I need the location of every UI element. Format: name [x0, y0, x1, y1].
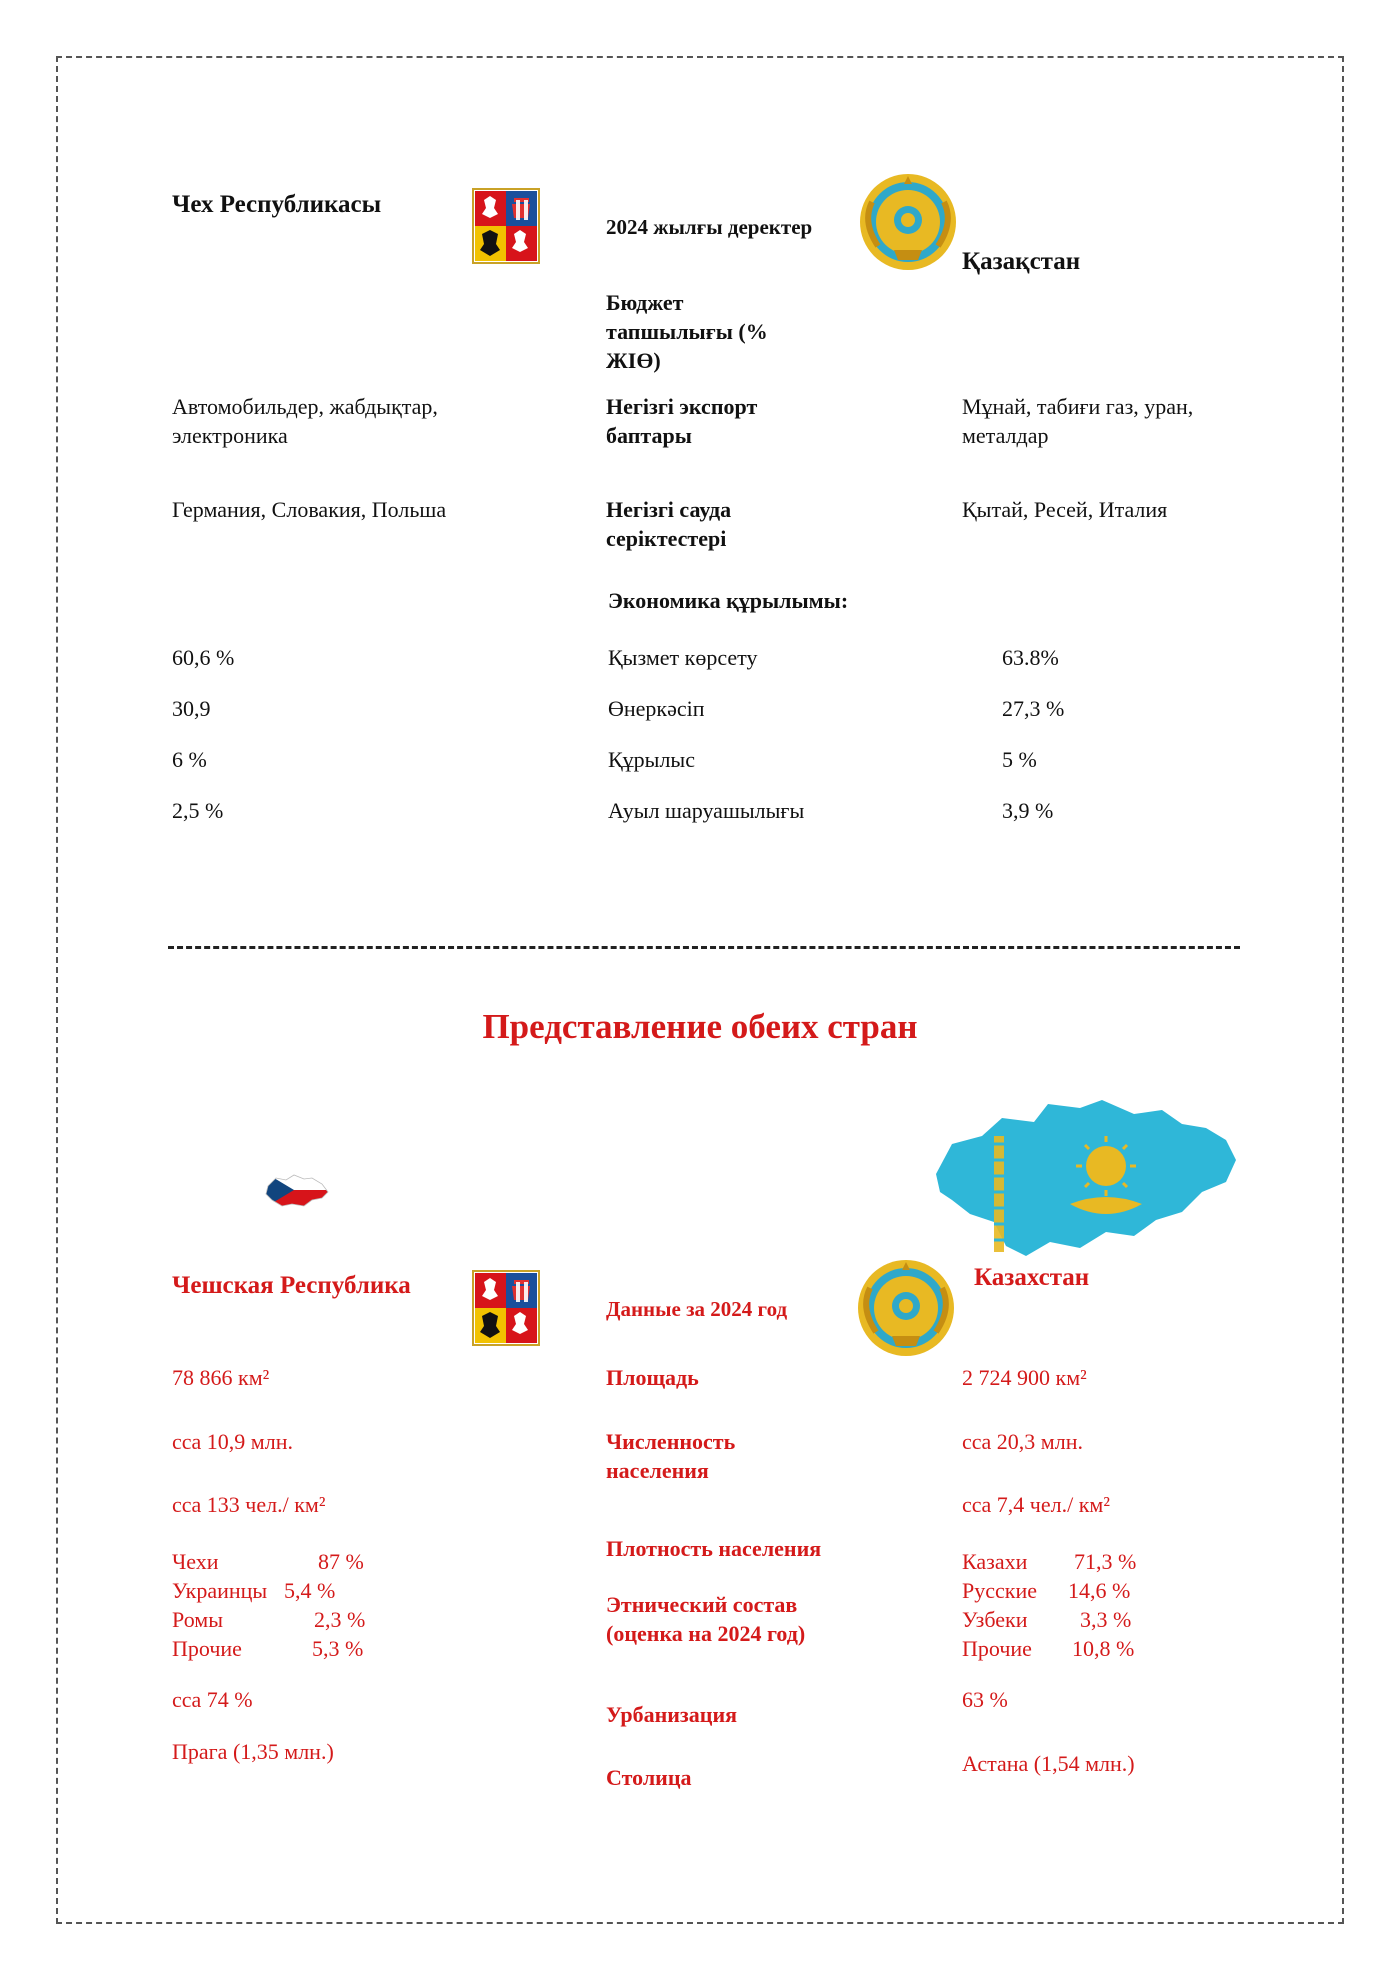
- kz-export: Мұнай, табиғи газ, уран, металдар: [962, 394, 1194, 448]
- budget-label: Бюджет тапшылығы (% ЖІӨ): [606, 290, 768, 373]
- structure-row-kz: 63.8%: [1002, 645, 1059, 670]
- structure-row-kz: 5 %: [1002, 747, 1037, 772]
- ethnic-label: Этнический состав (оценка на 2024 год): [606, 1592, 806, 1646]
- kz-trade: Қытай, Ресей, Италия: [962, 497, 1168, 522]
- bottom-cz-name: Чешская Республика: [172, 1272, 411, 1299]
- urban-label: Урбанизация: [606, 1702, 738, 1727]
- kz-density: cca 7,4 чел./ км²: [962, 1492, 1110, 1517]
- structure-row-cz: 2,5 %: [172, 798, 224, 823]
- list-item: Прочие 5,3 %: [172, 1636, 364, 1661]
- capital-label: Столица: [606, 1765, 692, 1790]
- structure-row-label: Құрылыс: [608, 747, 695, 772]
- list-item: Прочие 10,8 %: [962, 1636, 1135, 1661]
- cz-urban: cca 74 %: [172, 1687, 253, 1712]
- cz-trade: Германия, Словакия, Польша: [172, 497, 447, 522]
- cz-population: cca 10,9 млн.: [172, 1429, 293, 1454]
- structure-row-cz: 60,6 %: [172, 645, 235, 670]
- structure-row-label: Қызмет көрсету: [608, 645, 758, 670]
- cz-capital: Прага (1,35 млн.): [172, 1739, 334, 1764]
- list-item: Узбеки 3,3 %: [962, 1607, 1132, 1632]
- export-label: Негізгі экспорт баптары: [606, 394, 758, 448]
- cz-export: Автомобильдер, жабдықтар, электроника: [172, 394, 438, 448]
- top-year-label: 2024 жылғы деректер: [606, 215, 813, 239]
- bottom-kz-name: Казахстан: [974, 1264, 1090, 1291]
- density-label: Плотность населения: [606, 1536, 822, 1561]
- kazakhstan-map-flag-icon: [930, 1096, 1240, 1264]
- czech-coat-of-arms-icon: [472, 188, 540, 264]
- structure-row-label: Өнеркәсіп: [608, 696, 705, 721]
- kz-area: 2 724 900 км²: [962, 1365, 1087, 1390]
- kazakhstan-emblem-icon: [858, 172, 958, 272]
- population-label: Численность населения: [606, 1429, 736, 1483]
- cz-area: 78 866 км²: [172, 1365, 270, 1390]
- czech-coat-of-arms-icon: [472, 1270, 540, 1346]
- kz-ethnic-list: [962, 1547, 1136, 1663]
- structure-row-cz: 30,9: [172, 696, 211, 721]
- czech-map-flag-icon: [264, 1172, 330, 1208]
- bottom-year-label: Данные за 2024 год: [606, 1297, 788, 1321]
- area-label: Площадь: [606, 1365, 699, 1390]
- structure-heading: Экономика құрылымы:: [608, 588, 849, 613]
- top-kz-name: Қазақстан: [962, 248, 1081, 275]
- cz-density: cca 133 чел./ км²: [172, 1492, 326, 1517]
- list-item: Ромы 2,3 %: [172, 1607, 366, 1632]
- list-item: Русские 14,6 %: [962, 1578, 1131, 1603]
- list-item: Чехи 87 %: [172, 1549, 364, 1574]
- list-item: Украинцы 5,4 %: [172, 1578, 336, 1603]
- kazakhstan-emblem-icon: [856, 1258, 956, 1358]
- section-separator: [168, 946, 1240, 949]
- list-item: Казахи 71,3 %: [962, 1549, 1137, 1574]
- structure-row-kz: 3,9 %: [1002, 798, 1054, 823]
- cz-ethnic-list: [172, 1547, 365, 1663]
- trade-label: Негізгі сауда серіктестері: [606, 497, 732, 551]
- kz-urban: 63 %: [962, 1687, 1008, 1712]
- structure-row-kz: 27,3 %: [1002, 696, 1065, 721]
- structure-row-label: Ауыл шаруашылығы: [608, 798, 805, 823]
- top-cz-name: Чех Республикасы: [172, 191, 382, 218]
- kz-capital: Астана (1,54 млн.): [962, 1751, 1135, 1776]
- page-title: Представление обеих стран: [482, 1007, 918, 1046]
- structure-row-cz: 6 %: [172, 747, 207, 772]
- kz-population: cca 20,3 млн.: [962, 1429, 1083, 1454]
